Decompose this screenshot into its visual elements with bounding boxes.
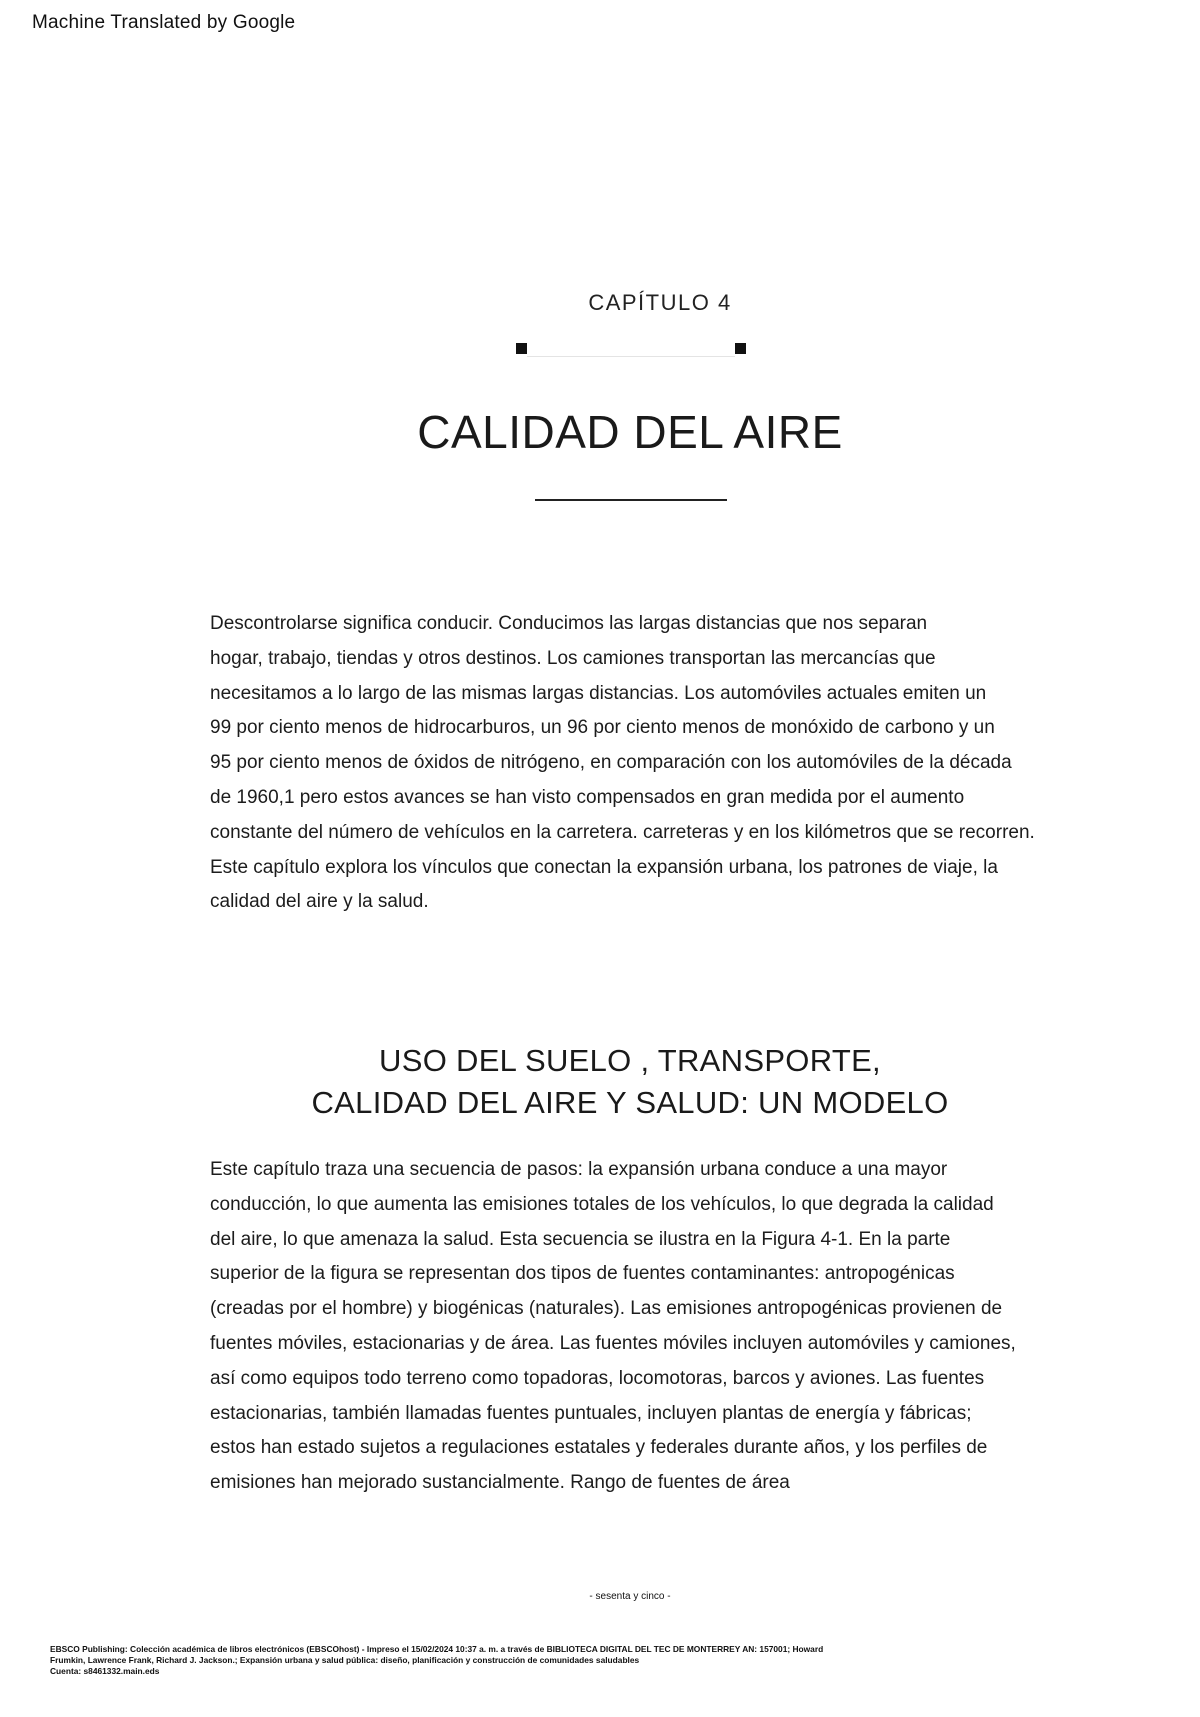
chapter-label: CAPÍTULO 4 <box>588 290 732 315</box>
section-heading <box>0 1040 1200 1124</box>
footer-line: EBSCO Publishing: Colección académica de libros electrónicos (EBSCOhost) - Impreso el 15/02/2024 10:37 a. m. a través de BIBLIOTECA DIGITAL DEL TEC DE MONTERREY AN: 157001; Howard <box>50 1644 824 1654</box>
body-line: emisiones han mejorado sustancialmente. Rango de fuentes de área <box>210 1472 790 1494</box>
intro-line: necesitamos a lo largo de las mismas largas distancias. Los automóviles actuales emiten un <box>210 682 987 704</box>
body-line: superior de la figura se representan dos tipos de fuentes contaminantes: antropogénicas <box>210 1263 955 1285</box>
intro-paragraph <box>210 607 1090 920</box>
section-heading-line: USO DEL SUELO , TRANSPORTE, <box>379 1043 881 1078</box>
intro-line: 99 por ciento menos de hidrocarburos, un 96 por ciento menos de monóxido de carbono y un <box>210 717 995 739</box>
ornament-square-right <box>735 343 746 354</box>
footer-line: Cuenta: s8461332.main.eds <box>50 1666 160 1676</box>
intro-line: hogar, trabajo, tiendas y otros destinos. Los camiones transportan las mercancías que <box>210 647 936 669</box>
section-body-paragraph <box>210 1153 1090 1501</box>
intro-line: calidad del aire y la salud. <box>210 891 429 913</box>
body-line: estacionarias, también llamadas fuentes puntuales, incluyen plantas de energía y fábricas; <box>210 1402 972 1424</box>
intro-line: Descontrolarse significa conducir. Conducimos las largas distancias que nos separan <box>210 613 928 634</box>
chapter-title: CALIDAD DEL AIRE <box>417 406 843 458</box>
ebsco-footer <box>50 1644 1110 1677</box>
body-line: (creadas por el hombre) y biogénicas (naturales). Las emisiones antropogénicas provienen de <box>210 1298 1003 1320</box>
page-number: - sesenta y cinco - <box>589 1591 671 1602</box>
intro-line: Este capítulo explora los vínculos que conectan la expansión urbana, los patrones de viaje, la <box>210 856 998 878</box>
ornament-square-left <box>516 343 527 354</box>
body-line: del aire, lo que amenaza la salud. Esta secuencia se ilustra en la Figura 4-1. En la parte <box>210 1228 951 1250</box>
section-heading-line: CALIDAD DEL AIRE Y SALUD: UN MODELO <box>311 1085 949 1120</box>
footer-line: Frumkin, Lawrence Frank, Richard J. Jackson.; Expansión urbana y salud pública: diseño, planificación y construcción de comunidades saludables <box>50 1655 640 1665</box>
title-underline <box>535 499 727 501</box>
body-line: así como equipos todo terreno como topadoras, locomotoras, barcos y aviones. Las fuentes <box>210 1367 985 1389</box>
body-line: conducción, lo que aumenta las emisiones totales de los vehículos, lo que degrada la calidad <box>210 1193 994 1215</box>
machine-translation-note: Machine Translated by Google <box>32 12 296 33</box>
body-line: Este capítulo traza una secuencia de pasos: la expansión urbana conduce a una mayor <box>210 1159 948 1180</box>
ornament-divider <box>527 356 735 357</box>
intro-line: de 1960,1 pero estos avances se han visto compensados en gran medida por el aumento <box>210 786 965 808</box>
body-line: fuentes móviles, estacionarias y de área. Las fuentes móviles incluyen automóviles y camiones, <box>210 1332 1016 1354</box>
intro-line: 95 por ciento menos de óxidos de nitrógeno, en comparación con los automóviles de la década <box>210 752 1012 774</box>
body-line: estos han estado sujetos a regulaciones estatales y federales durante años, y los perfiles de <box>210 1437 988 1459</box>
intro-line: constante del número de vehículos en la carretera. carreteras y en los kilómetros que se recorren. <box>210 821 1035 843</box>
